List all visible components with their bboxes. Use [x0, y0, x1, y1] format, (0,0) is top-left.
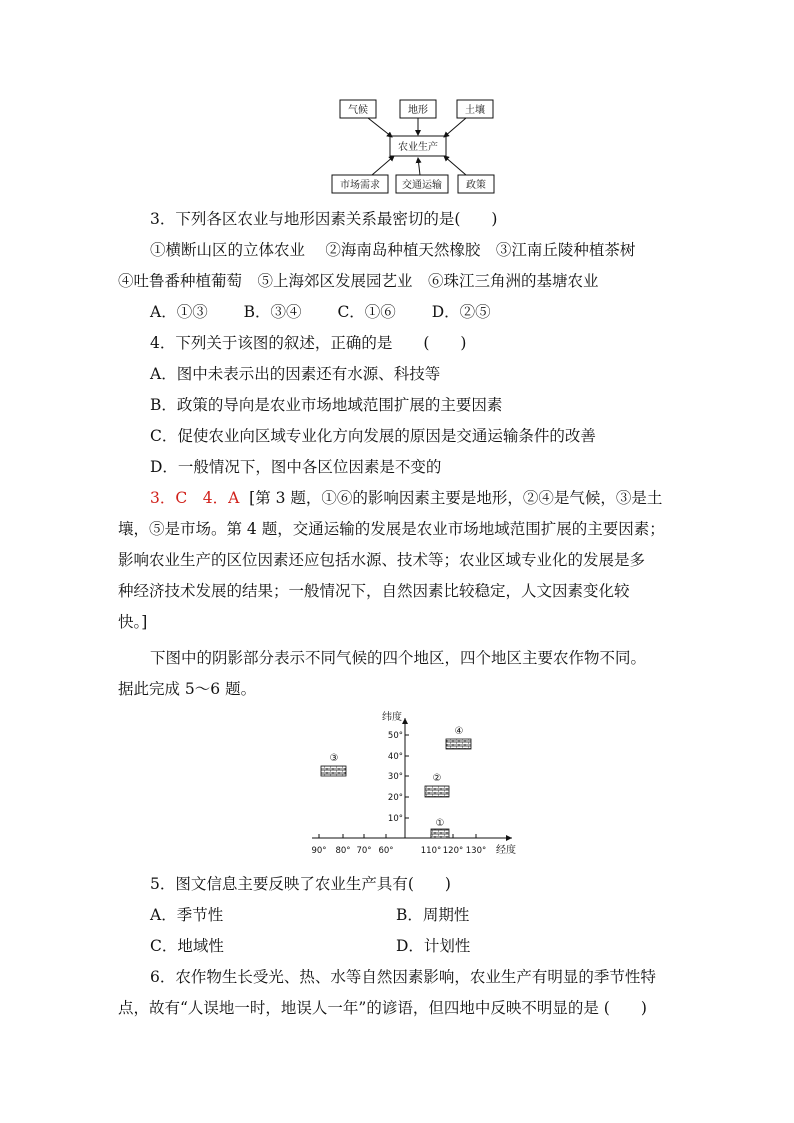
x-tick-label: 130° [465, 846, 487, 856]
y-tick-label: 30° [387, 772, 403, 782]
q3-items-line1: ①横断山区的立体农业 ②海南岛种植天然橡胶 ③江南丘陵种植茶树 [150, 241, 636, 259]
intro-line1: 下图中的阴影部分表示不同气候的四个地区，四个地区主要农作物不同。 [150, 649, 647, 667]
region-1 [431, 818, 449, 838]
q3-items-line2: ④吐鲁番种植葡萄 ⑤上海郊区发展园艺业 ⑥珠江三角洲的基塘农业 [118, 272, 599, 290]
q3-stem: 3．下列各区农业与地形因素关系最密切的是( ) [150, 210, 498, 228]
box-policy [458, 175, 494, 193]
answer-key: 3．C 4．A [150, 489, 240, 507]
answer-line1 [150, 487, 662, 509]
x-tick-label: 120° [442, 846, 464, 856]
x-tick-label: 80° [335, 846, 351, 856]
q4-option-d: D．一般情况下，图中各区位因素是不变的 [150, 458, 442, 476]
box-transport [396, 175, 448, 193]
x-tick-label: 60° [378, 846, 394, 856]
box-soil [457, 100, 493, 118]
box-policy-label: 政策 [466, 180, 486, 191]
q3-options: A．①③ B．③④ C．①⑥ D．②⑤ [150, 303, 491, 321]
box-market [332, 175, 388, 193]
region-4-label: ④ [454, 726, 464, 737]
answer-explain-1: [第 3 题，①⑥的影响因素主要是地形，②④是气候，③是土 [249, 489, 663, 507]
q4-stem: 4．下列关于该图的叙述，正确的是 ( ) [150, 334, 467, 352]
q6-line1: 6．农作物生长受光、热、水等自然因素影响，农业生产有明显的季节性特 [150, 968, 656, 986]
y-ticks [388, 731, 409, 824]
answer-line5: 快。] [118, 613, 148, 631]
box-climate [340, 100, 376, 118]
answer-line2: 壤，⑤是市场。第 4 题，交通运输的发展是农业市场地域范围扩展的主要因素； [118, 520, 665, 538]
y-tick-label: 20° [387, 793, 403, 803]
q4-option-c: C．促使农业向区域专业化方向发展的原因是交通运输条件的改善 [150, 427, 596, 445]
region-4 [446, 726, 471, 749]
y-tick-label: 10° [387, 814, 403, 824]
answer-line3: 影响农业生产的区位因素还应包括水源、技术等；农业区域专业化的发展是多 [118, 551, 646, 569]
x-ticks [311, 834, 486, 856]
region-2-label: ② [432, 773, 442, 784]
box-agriculture [390, 136, 446, 156]
q5-stem: 5．图文信息主要反映了农业生产具有( ) [150, 875, 451, 893]
answer-line4: 种经济技术发展的结果；一般情况下，自然因素比较稳定，人文因素变化较 [118, 582, 630, 600]
q5-option-a: A．季节性 [150, 906, 224, 924]
x-axis-label: 经度 [496, 845, 516, 856]
q4-option-b: B．政策的导向是农业市场地域范围扩展的主要因素 [150, 396, 503, 414]
q5-option-d: D．计划性 [396, 937, 471, 955]
q5-option-b: B．周期性 [396, 906, 470, 924]
y-tick-label: 40° [387, 752, 403, 762]
region-3 [321, 753, 346, 776]
y-axis-label: 纬度 [382, 712, 402, 723]
box-soil-label: 土壤 [465, 105, 485, 116]
region-3-label: ③ [329, 753, 339, 764]
q5-option-c: C．地域性 [150, 937, 224, 955]
region-1-label: ① [435, 818, 445, 829]
box-terrain-label: 地形 [408, 105, 428, 116]
q6-line2: 点，故有“人误地一时，地误人一年”的谚语，但四地中反映不明显的是 ( ) [118, 999, 647, 1017]
box-terrain [400, 100, 436, 118]
box-transport-label: 交通运输 [402, 180, 442, 191]
x-tick-label: 90° [311, 846, 327, 856]
x-tick-label: 110° [420, 846, 442, 856]
x-tick-label: 70° [356, 846, 372, 856]
y-tick-label: 50° [387, 731, 403, 741]
box-market-label: 市场需求 [340, 180, 380, 191]
box-agriculture-label: 农业生产 [398, 142, 438, 153]
box-climate-label: 气候 [348, 105, 368, 116]
region-2 [425, 773, 449, 797]
intro-line2: 据此完成 5～6 题。 [118, 680, 257, 698]
q4-option-a: A．图中未表示出的因素还有水源、科技等 [150, 365, 441, 383]
